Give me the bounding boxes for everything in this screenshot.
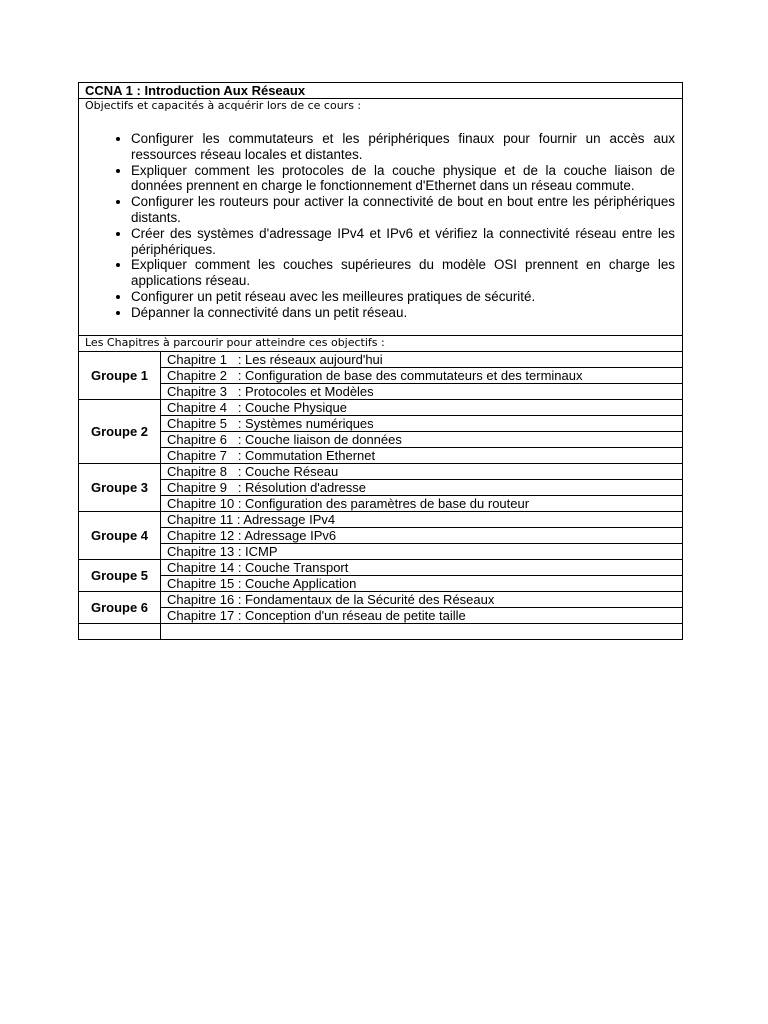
chapter-row <box>79 399 683 415</box>
chapter-label: Chapitre 9 : Résolution d'adresse <box>161 479 683 495</box>
objective-item: • Dépanner la connectivité dans un petit réseau. <box>131 305 675 321</box>
objective-item: • Créer des systèmes d'adressage IPv4 et IPv6 et vérifiez la connectivité réseau entre les périphériques. <box>131 226 675 258</box>
group-label: Groupe 6 <box>79 591 161 623</box>
chapters-heading-row <box>79 335 683 351</box>
empty-row <box>79 623 683 639</box>
chapter-row <box>79 367 683 383</box>
chapter-label: Chapitre 8 : Couche Réseau <box>161 463 683 479</box>
objective-item: • Expliquer comment les couches supérieures du modèle OSI prennent en charge les applications réseau. <box>131 257 675 289</box>
objective-item: • Configurer les routeurs pour activer la connectivité de bout en bout entre les périphériques distants. <box>131 194 675 226</box>
chapter-row <box>79 511 683 527</box>
objectives-cell <box>79 99 683 336</box>
chapter-row <box>79 383 683 399</box>
chapter-label: Chapitre 10 : Configuration des paramètres de base du routeur <box>161 495 683 511</box>
objectives-heading: Objectifs et capacités à acquérir lors de ce cours : <box>85 99 362 112</box>
chapter-row <box>79 463 683 479</box>
chapter-row <box>79 431 683 447</box>
chapter-label: Chapitre 13 : ICMP <box>161 543 683 559</box>
chapter-label: Chapitre 17 : Conception d'un réseau de petite taille <box>161 607 683 623</box>
chapter-row <box>79 527 683 543</box>
group-label: Groupe 4 <box>79 511 161 559</box>
group-label: Groupe 2 <box>79 399 161 463</box>
chapter-label: Chapitre 15 : Couche Application <box>161 575 683 591</box>
group-label: Groupe 1 <box>79 351 161 399</box>
chapter-row <box>79 543 683 559</box>
objective-item: • Configurer un petit réseau avec les meilleures pratiques de sécurité. <box>131 289 675 305</box>
chapter-label: Chapitre 2 : Configuration de base des commutateurs et des terminaux <box>161 367 683 383</box>
chapter-row <box>79 415 683 431</box>
objective-item: • Configurer les commutateurs et les périphériques finaux pour fournir un accès aux ressources réseau locales et distantes. <box>131 131 675 163</box>
chapter-row <box>79 351 683 367</box>
chapter-label: Chapitre 4 : Couche Physique <box>161 399 683 415</box>
chapter-row <box>79 559 683 575</box>
objective-item: • Expliquer comment les protocoles de la couche physique et de la couche liaison de données prennent en charge le fonctionnement d'Ethernet dans un réseau commute. <box>131 163 675 195</box>
empty-group-cell <box>79 623 161 639</box>
chapter-row <box>79 575 683 591</box>
chapter-label: Chapitre 6 : Couche liaison de données <box>161 431 683 447</box>
chapter-label: Chapitre 3 : Protocoles et Modèles <box>161 383 683 399</box>
title-row <box>79 83 683 99</box>
chapter-row <box>79 479 683 495</box>
group-label: Groupe 5 <box>79 559 161 591</box>
chapter-row <box>79 447 683 463</box>
group-label: Groupe 3 <box>79 463 161 511</box>
chapter-row <box>79 591 683 607</box>
chapter-label: Chapitre 5 : Systèmes numériques <box>161 415 683 431</box>
objectives-row <box>79 99 683 336</box>
chapter-label: Chapitre 11 : Adressage IPv4 <box>161 511 683 527</box>
empty-chapter-cell <box>161 623 683 639</box>
objectives-list <box>79 131 675 321</box>
chapter-row <box>79 495 683 511</box>
chapters-heading: Les Chapitres à parcourir pour atteindre ces objectifs : <box>79 335 683 351</box>
chapter-label: Chapitre 12 : Adressage IPv6 <box>161 527 683 543</box>
chapter-label: Chapitre 1 : Les réseaux aujourd'hui <box>161 351 683 367</box>
chapter-label: Chapitre 14 : Couche Transport <box>161 559 683 575</box>
document-title: CCNA 1 : Introduction Aux Réseaux <box>79 83 683 99</box>
course-table <box>78 82 683 640</box>
chapter-label: Chapitre 7 : Commutation Ethernet <box>161 447 683 463</box>
chapter-label: Chapitre 16 : Fondamentaux de la Sécurité des Réseaux <box>161 591 683 607</box>
chapter-row <box>79 607 683 623</box>
